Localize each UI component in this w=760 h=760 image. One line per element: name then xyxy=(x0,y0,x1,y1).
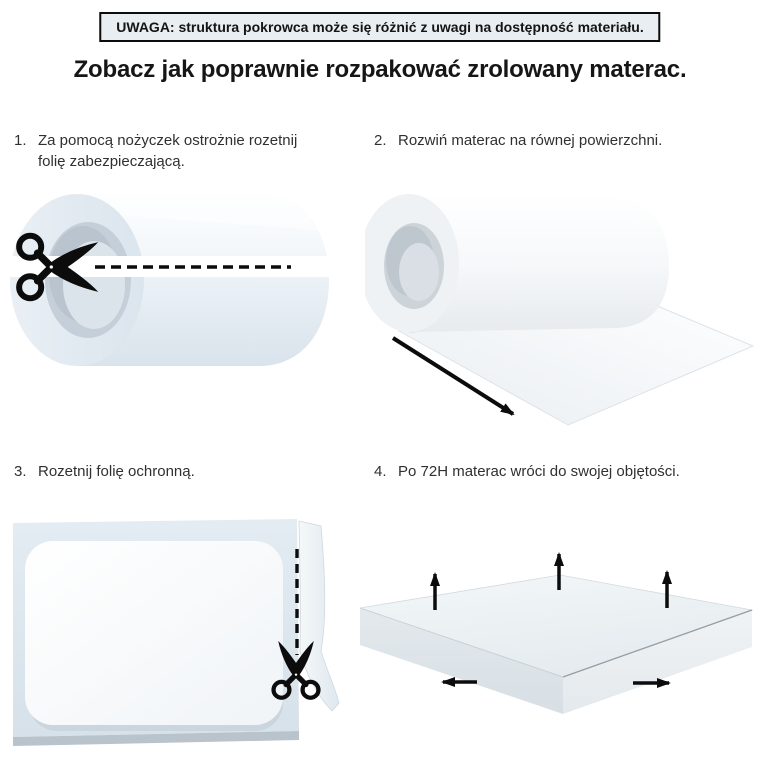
step-2-caption xyxy=(374,130,754,151)
step-4-text: Po 72H materac wróci do swojej objętości. xyxy=(398,463,680,480)
page-title: Zobacz jak poprawnie rozpakować zrolowany materac. xyxy=(73,56,687,83)
step-3-text: Rozetnij folię ochronną. xyxy=(38,463,195,480)
step-3-illustration-cut-foil xyxy=(5,513,340,760)
step-1-text: Za pomocą nożyczek ostrożnie rozetnij folię zabezpieczającą. xyxy=(38,132,298,170)
mattress-isometric-graphic xyxy=(360,575,752,714)
mattress-roll-graphic xyxy=(5,194,330,366)
step-4-number: 4. xyxy=(374,463,387,480)
step-1-illustration-rolled-mattress xyxy=(5,188,330,372)
step-4-illustration-expanding-mattress xyxy=(360,543,760,755)
step-2-text: Rozwiń materac na równej powierzchni. xyxy=(398,132,663,149)
step-3-caption xyxy=(14,461,330,482)
step-1-caption xyxy=(14,130,330,172)
step-4-caption xyxy=(374,461,754,482)
step-3-number: 3. xyxy=(14,463,27,480)
warning-banner: UWAGA: struktura pokrowca może się różnić z uwagi na dostępność materiału. xyxy=(99,12,660,42)
step-2-number: 2. xyxy=(374,132,387,149)
mattress-roll-graphic xyxy=(365,194,669,332)
step-2-illustration-unrolling-mattress xyxy=(365,168,760,433)
step-1-number: 1. xyxy=(14,132,27,149)
mattress-flat-graphic xyxy=(25,541,283,731)
